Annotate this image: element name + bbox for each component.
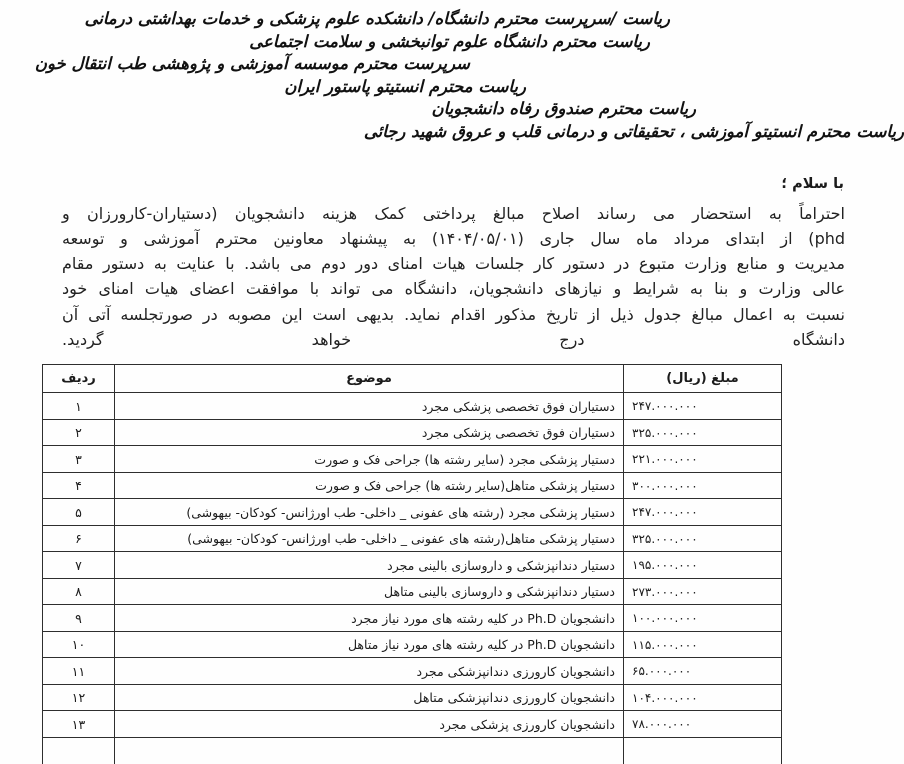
- header-cell-rowno: ردیف: [43, 365, 115, 393]
- cell-subject: دستیار دندانپزشکی و داروسازی بالینی مجرد: [115, 552, 624, 579]
- cell-rowno: ۲: [43, 419, 115, 446]
- header-cell-amount: مبلغ (ریال): [624, 365, 782, 393]
- table-row: [43, 525, 782, 552]
- recipient-line: ریاست محترم انستیتو آموزشی ، تحقیقاتی و درمانی قلب و عروق شهید رجائی: [363, 121, 904, 141]
- table-row: [43, 499, 782, 526]
- cell-rowno: ۱: [43, 393, 115, 420]
- cell-rowno: ۶: [43, 525, 115, 552]
- body-line: مدیریت و منابع وزارت متبوع در دستور کار جلسات هیات امنای دور دوم می باشد. با عنایت به دستور مقام: [62, 254, 845, 274]
- table-row: [43, 631, 782, 658]
- cell-rowno: ۱۲: [43, 684, 115, 711]
- cell-amount: ۲۴۷.۰۰۰.۰۰۰: [624, 393, 782, 420]
- table-row: [43, 578, 782, 605]
- salutation-text: با سلام ؛: [781, 175, 844, 192]
- cell-subject: دانشجویان کارورزی دندانپزشکی مجرد: [115, 658, 624, 685]
- table-row: [43, 605, 782, 632]
- body-line: phd) از ابتدای مرداد ماه سال جاری (۱۴۰۴/۰۵/۰۱) به پیشنهاد معاونین محترم آموزشی و توسعه: [62, 228, 846, 248]
- table-row: [43, 393, 782, 420]
- cell-rowno: ۴: [43, 472, 115, 499]
- partial-cell-subject: [115, 737, 624, 764]
- cell-rowno: ۵: [43, 499, 115, 526]
- cell-subject: دانشجویان Ph.D در کلیه رشته های مورد نیاز مجرد: [115, 605, 624, 632]
- body-line: دانشگاه درج خواهد گردید.: [62, 330, 845, 350]
- cell-amount: ۱۰۰.۰۰۰.۰۰۰: [624, 605, 782, 632]
- table-row: [43, 446, 782, 473]
- partial-cell-rowno: [43, 737, 115, 764]
- header-cell-subject: موضوع: [115, 365, 624, 393]
- cell-amount: ۳۲۵.۰۰۰.۰۰۰: [624, 525, 782, 552]
- cell-amount: ۱۱۵.۰۰۰.۰۰۰: [624, 631, 782, 658]
- cell-rowno: ۱۰: [43, 631, 115, 658]
- cell-rowno: ۱۱: [43, 658, 115, 685]
- recipient-line: ریاست /سرپرست محترم دانشگاه/ دانشکده علوم پزشکی و خدمات بهداشتی درمانی: [84, 9, 670, 28]
- cell-amount: ۲۷۳.۰۰۰.۰۰۰: [624, 578, 782, 605]
- cell-rowno: ۷: [43, 552, 115, 579]
- cell-subject: دستیاران فوق تخصصی پزشکی مجرد: [115, 393, 624, 420]
- table-header-row: [43, 365, 782, 393]
- partial-clipped-row: [43, 737, 782, 764]
- cell-subject: دستیار دندانپزشکی و داروسازی بالینی متاهل: [115, 578, 624, 605]
- table-row: [43, 419, 782, 446]
- table-row: [43, 472, 782, 499]
- cell-subject: دستیاران فوق تخصصی پزشکی مجرد: [115, 419, 624, 446]
- recipient-line: ریاست محترم صندوق رفاه دانشجویان: [431, 99, 696, 119]
- recipient-line: سرپرست محترم موسسه آموزشی و پژوهشی طب انتقال خون: [34, 54, 470, 74]
- partial-cell-amount: [624, 737, 782, 764]
- cell-rowno: ۸: [43, 578, 115, 605]
- table-row: [43, 658, 782, 685]
- cell-subject: دانشجویان کارورزی پزشکی مجرد: [115, 711, 624, 738]
- cell-amount: ۲۲۱.۰۰۰.۰۰۰: [624, 446, 782, 473]
- body-line: نسبت به اعمال مبالغ جدول ذیل از تاریخ مذکور اقدام نماید. بدیهی است این مصوبه در صورتجلسه آتی آن: [62, 304, 845, 324]
- recipients-list: [0, 8, 904, 144]
- cell-amount: ۷۸.۰۰۰.۰۰۰: [624, 711, 782, 738]
- body-line: احتراماً به استحضار می رساند اصلاح مبالغ پرداختی کمک هزینه دانشجویان (دستیاران-کارورزان و: [62, 203, 845, 223]
- recipient-line: ریاست محترم انستیتو پاستور ایران: [284, 76, 526, 96]
- cell-amount: ۳۰۰.۰۰۰.۰۰۰: [624, 472, 782, 499]
- cell-rowno: ۱۳: [43, 711, 115, 738]
- cell-amount: ۱۰۴.۰۰۰.۰۰۰: [624, 684, 782, 711]
- cell-amount: ۱۹۵.۰۰۰.۰۰۰: [624, 552, 782, 579]
- fees-table: [42, 364, 782, 764]
- cell-amount: ۶۵.۰۰۰.۰۰۰: [624, 658, 782, 685]
- table-row: [43, 552, 782, 579]
- cell-subject: دانشجویان کارورزی دندانپزشکی متاهل: [115, 684, 624, 711]
- body-line: عالی وزارت و بنا به شرایط و نیازهای دانشجویان، دانشگاه می تواند با موافقت اعضای هیات امنای خود: [62, 279, 845, 299]
- table-row: [43, 684, 782, 711]
- table-row: [43, 711, 782, 738]
- cell-amount: ۳۲۵.۰۰۰.۰۰۰: [624, 419, 782, 446]
- cell-subject: دستیار پزشکی مجرد (رشته های عفونی _ داخلی- طب اورژانس- کودکان- بیهوشی): [115, 499, 624, 526]
- cell-subject: دستیار پزشکی متاهل(رشته های عفونی _ داخلی- طب اورژانس- کودکان- بیهوشی): [115, 525, 624, 552]
- table-body: [43, 393, 782, 738]
- cell-rowno: ۳: [43, 446, 115, 473]
- cell-rowno: ۹: [43, 605, 115, 632]
- cell-subject: دستیار پزشکی مجرد (سایر رشته ها) جراحی فک و صورت: [115, 446, 624, 473]
- cell-subject: دانشجویان Ph.D در کلیه رشته های مورد نیاز متاهل: [115, 631, 624, 658]
- cell-subject: دستیار پزشکی متاهل(سایر رشته ها) جراحی فک و صورت: [115, 472, 624, 499]
- body-paragraph: [62, 201, 845, 353]
- recipient-line: ریاست محترم دانشگاه علوم توانبخشی و سلامت اجتماعی: [249, 31, 650, 51]
- cell-amount: ۲۴۷.۰۰۰.۰۰۰: [624, 499, 782, 526]
